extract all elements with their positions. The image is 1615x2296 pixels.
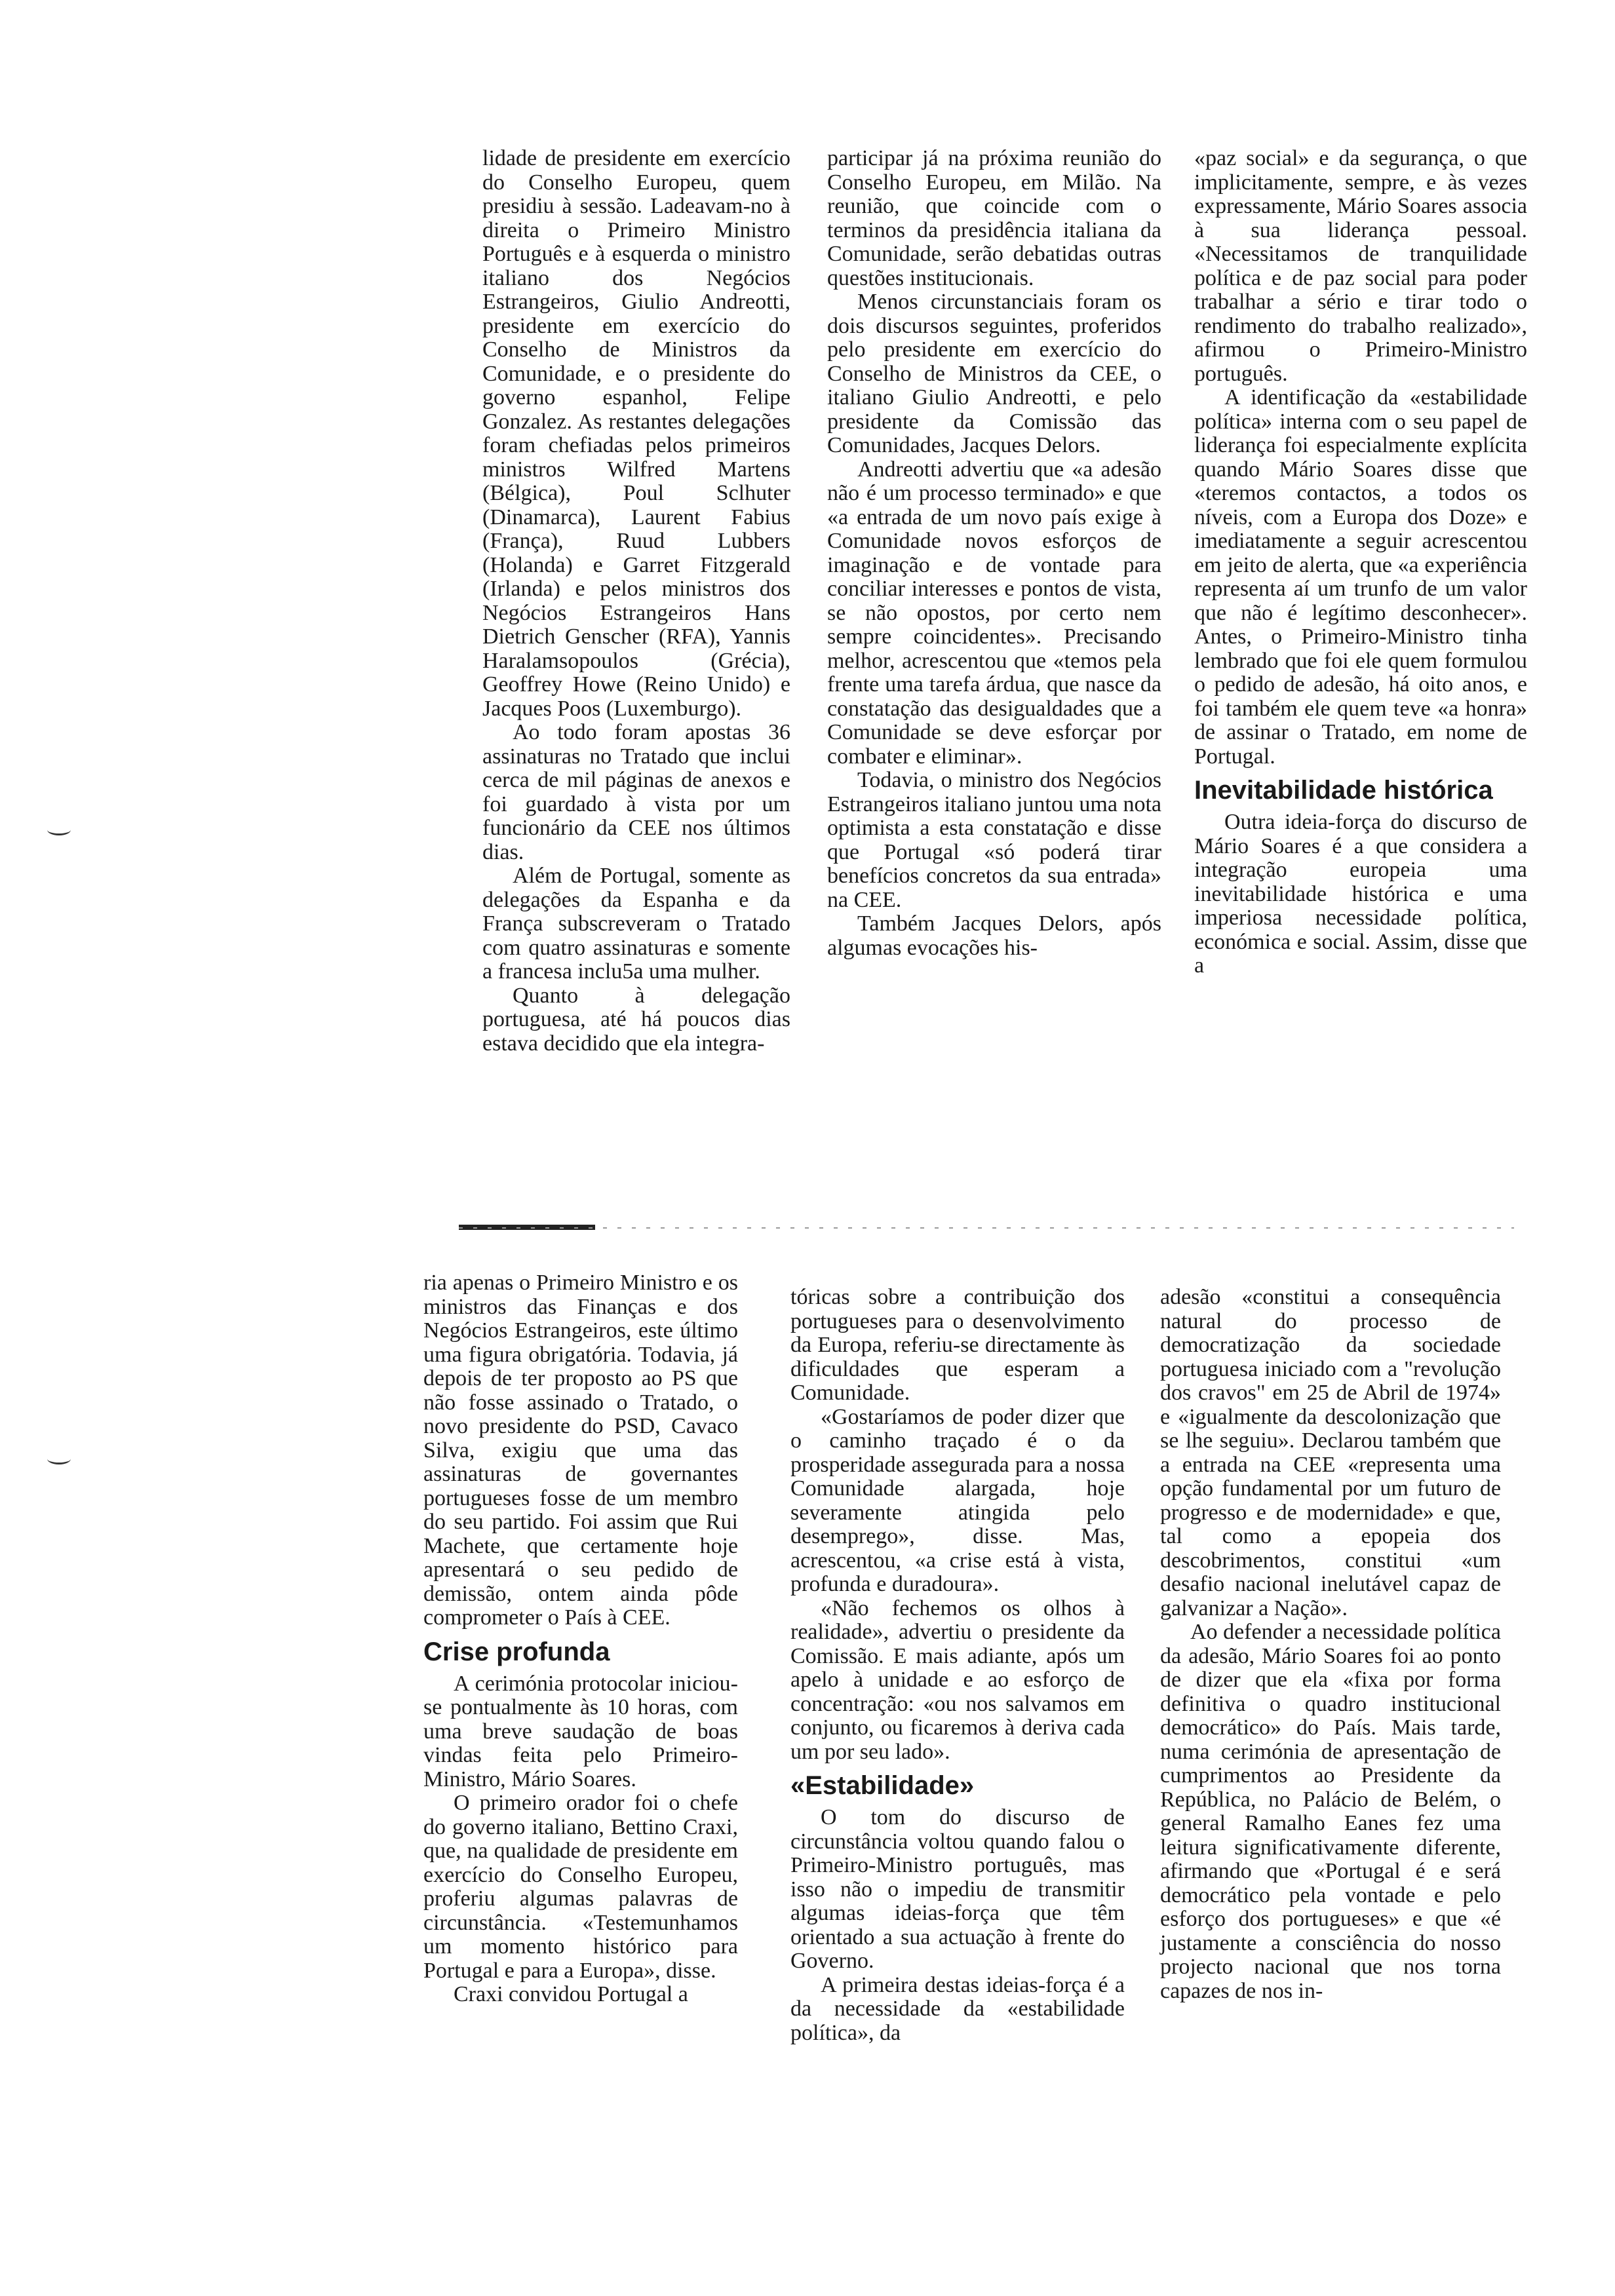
column-3-text-b bbox=[1194, 811, 1527, 978]
paragraph: Também Jacques Delors, após algumas evocações his- bbox=[827, 911, 1161, 960]
paragraph: A cerimónia protocolar iniciou-se pontualmente às 10 horas, com uma breve saudação de boas vindas feita pelo Primeiro-Ministro, Mário Soares. bbox=[423, 1671, 738, 1791]
paragraph: Todavia, o ministro dos Negócios Estrangeiros italiano juntou uma nota optimista a esta constatação e disse que Portugal «só poderá tirar benefícios concretos da sua entrada» na CEE. bbox=[827, 768, 1161, 912]
column-5-text-b bbox=[790, 1806, 1125, 2045]
article-column-1 bbox=[482, 147, 790, 1056]
subheading-inevitabilidade: Inevitabilidade histórica bbox=[1194, 776, 1493, 805]
article-column-2 bbox=[827, 147, 1161, 960]
article-column-3 bbox=[1194, 147, 1527, 978]
paragraph: «paz social» e da segurança, o que implicitamente, sempre, e às vezes expressamente, Mário Soares associa à sua liderança pessoal. «Necessitamos de tranquilidade política e de paz social para poder trabalhar a sério e tirar todo o rendimento do trabalho realizado», afirmou o Primeiro-Ministro português. bbox=[1194, 146, 1527, 386]
paragraph: O tom do discurso de circunstância voltou quando falou o Primeiro-Ministro português, mas isso não o impediu de transmitir algumas ideias-força que têm orientado a sua actuação à frente do Governo. bbox=[790, 1805, 1125, 1973]
paragraph: Ao defender a necessidade política da adesão, Mário Soares foi ao ponto de dizer que ela «fixa por forma definitiva o quadro institucional democrático» do País. Mais tarde, numa cerimónia de apresentação de cumprimentos ao Presidente da República, no Palácio de Belém, o general Ramalho Eanes fez uma leitura significativamente diferente, afirmando que «Portugal é e será democrático pela vontade e pelo esforço dos portugueses» e que «é justamente a consciência do nosso projecto nacional que nos torna capazes de nos in- bbox=[1160, 1620, 1501, 2003]
column-4-text-a bbox=[423, 1271, 738, 1630]
column-4-text-b bbox=[423, 1672, 738, 2007]
article-column-4 bbox=[423, 1271, 738, 2007]
paragraph: Ao todo foram apostas 36 assinaturas no Tratado que inclui cerca de mil páginas de anexos e foi guardado à vista por um funcionário da CEE nos últimos dias. bbox=[482, 720, 790, 864]
paragraph: Além de Portugal, somente as delegações da Espanha e da França subscreveram o Tratado com quatro assinaturas e somente a francesa inclu5a uma mulher. bbox=[482, 864, 790, 984]
section-divider bbox=[459, 1227, 1514, 1229]
article-column-6 bbox=[1160, 1286, 1501, 2003]
subheading-crise-profunda: Crise profunda bbox=[423, 1637, 610, 1666]
page-margin-mark bbox=[47, 1453, 71, 1464]
paragraph: O primeiro orador foi o chefe do governo italiano, Bettino Craxi, que, na qualidade de presidente em exercício do Conselho Europeu, proferiu algumas palavras de circunstância. «Testemunhamos um momento histórico para Portugal e para a Europa», disse. bbox=[423, 1791, 738, 1983]
paragraph: «Não fechemos os olhos à realidade», advertiu o presidente da Comissão. E mais adiante, após um apelo à unidade e ao esforço de concentração: «ou nos salvamos em conjunto, ou ficaremos à deriva cada um por seu lado». bbox=[790, 1596, 1125, 1764]
column-5-text-a bbox=[790, 1286, 1125, 1764]
page-margin-mark bbox=[47, 824, 71, 835]
paragraph: Quanto à delegação portuguesa, até há poucos dias estava decidido que ela integra- bbox=[482, 983, 790, 1056]
paragraph: ria apenas o Primeiro Ministro e os ministros das Finanças e dos Negócios Estrangeiros, este último uma figura obrigatória. Todavia, já depois de ter proposto ao PS que não fosse assinado o Tratado, o novo presidente do PSD, Cavaco Silva, exigiu que uma das assinaturas de governantes portugueses fosse de um membro do seu partido. Foi assim que Rui Machete, que certamente hoje apresentará o seu pedido de demissão, ontem ainda pôde comprometer o País à CEE. bbox=[423, 1271, 738, 1630]
subheading-estabilidade: «Estabilidade» bbox=[790, 1771, 975, 1800]
paragraph: A identificação da «estabilidade política» interna com o seu papel de liderança foi especialmente explícita quando Mário Soares disse que «teremos contactos, a todos os níveis, com a Europa dos Doze» e imediatamente a seguir acrescentou em jeito de alerta, que «a experiência representa aí um trunfo de um valor que não é legítimo desconhecer». Antes, o Primeiro-Ministro tinha lembrado que foi ele quem formulou o pedido de adesão, há oito anos, e foi também ele quem teve «a honra» de assinar o Tratado, em nome de Portugal. bbox=[1194, 385, 1527, 769]
column-3-text-a bbox=[1194, 147, 1527, 769]
paragraph: Outra ideia-força do discurso de Mário Soares é a que considera a integração europeia uma inevitabilidade histórica e uma imperiosa necessidade política, económica e social. Assim, disse que a bbox=[1194, 810, 1527, 978]
paragraph: participar já na próxima reunião do Conselho Europeu, em Milão. Na reunião, que coincide com o terminos da presidência italiana da Comunidade, serão debatidas outras questões institucionais. bbox=[827, 146, 1161, 290]
paragraph: Craxi convidou Portugal a bbox=[454, 1982, 688, 2006]
paragraph: «Gostaríamos de poder dizer que o caminho traçado é o da prosperidade assegurada para a nossa Comunidade alargada, hoje severamente atingida pelo desemprego», disse. Mas, acrescentou, «a crise está à vista, profunda e duradoura». bbox=[790, 1404, 1125, 1596]
article-column-5 bbox=[790, 1286, 1125, 2045]
paragraph: Menos circunstanciais foram os dois discursos seguintes, proferidos pelo presidente em exercício do Conselho de Ministros da CEE, o italiano Giulio Andreotti, e pelo presidente da Comissão das Comunidades, Jacques Delors. bbox=[827, 290, 1161, 457]
paragraph: lidade de presidente em exercício do Conselho Europeu, quem presidiu à sessão. Ladeavam-no à direita o Primeiro Ministro Português e à esquerda o ministro italiano dos Negócios Estrangeiros, Giulio Andreotti, presidente em exercício do Conselho de Ministros da Comunidade, e o presidente do governo espanhol, Felipe Gonzalez. As restantes delegações foram chefiadas pelos primeiros ministros Wilfred Martens (Bélgica), Poul Sclhuter (Dinamarca), Laurent Fabius (França), Ruud Lubbers (Holanda) e Garret Fitzgerald (Irlanda) e pelos ministros dos Negócios Estrangeiros Hans Dietrich Genscher (RFA), Yannis Haralamsopoulos (Grécia), Geoffrey Howe (Reino Unido) e Jacques Poos (Luxemburgo). bbox=[482, 146, 790, 721]
paragraph: tóricas sobre a contribuição dos portugueses para o desenvolvimento da Europa, referiu-se directamente às dificuldades que esperam a Comunidade. bbox=[790, 1285, 1125, 1405]
paragraph: A primeira destas ideias-força é a da necessidade da «estabilidade política», da bbox=[790, 1972, 1125, 2045]
paragraph: adesão «constitui a consequência natural do processo de democratização da sociedade portuguesa iniciado com a "revolução dos cravos" em 25 de Abril de 1974» e «igualmente da descolonização que se lhe seguiu». Declarou também que a entrada na CEE «representa uma opção fundamental por um futuro de progresso e de modernidade» e que, tal como a epopeia dos descobrimentos, constitui «um desafio nacional inelutável capaz de galvanizar a Nação». bbox=[1160, 1285, 1501, 1620]
paragraph: Andreotti advertiu que «a adesão não é um processo terminado» e que «a entrada de um novo país exige à Comunidade novos esforços de imaginação e de vontade para conciliar interesses e pontos de vista, se não opostos, por certo nem sempre coincidentes». Precisando melhor, acrescentou que «temos pela frente uma tarefa árdua, que nasce da constatação das desigualdades que a Comunidade se deve esforçar por combater e eliminar». bbox=[827, 457, 1161, 769]
